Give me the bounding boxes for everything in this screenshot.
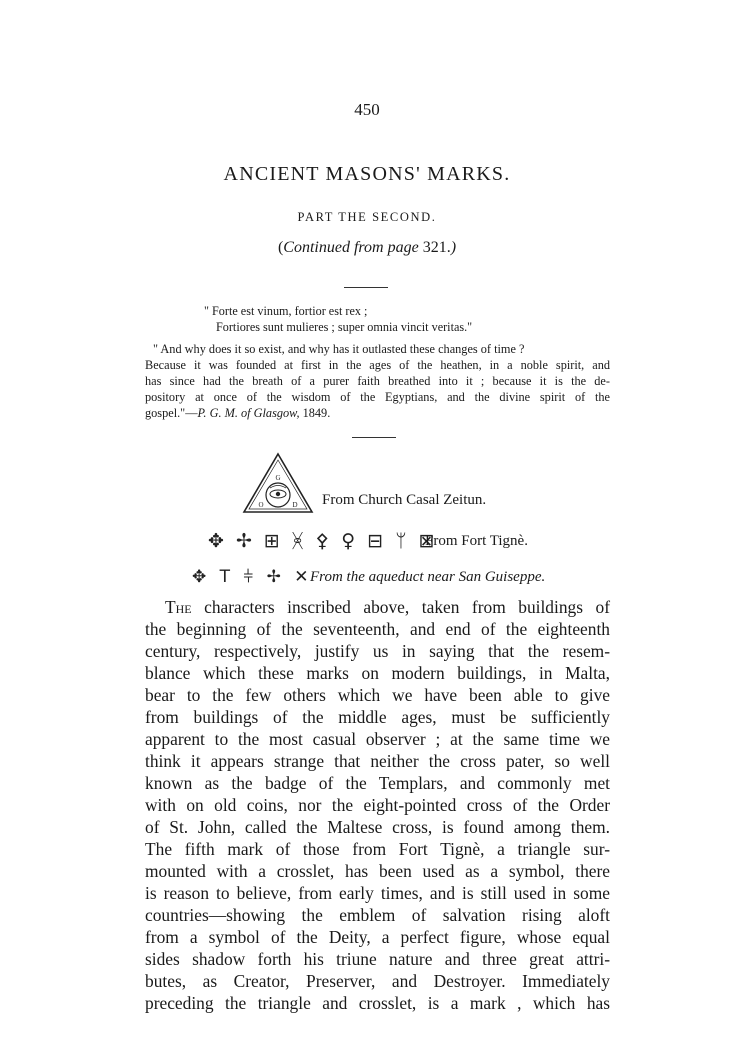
body-line-6: from buildings of the middle ages, must be sufficiently (145, 707, 610, 727)
emblem-letter-d: D (292, 501, 298, 509)
emblem-letter-g: G (275, 474, 281, 482)
epigraph-line-1: " And why does it so exist, and why has it outlasted these changes of time ? (153, 342, 525, 356)
epigraph-gospel: gospel."— (145, 406, 198, 420)
close-paren: ) (450, 239, 457, 256)
body-line-11: of St. John, called the Maltese cross, is found among them. (145, 817, 610, 837)
epigraph-line-3: has since had the breath of a purer faith breathed into it ; because it is the de- (145, 374, 610, 388)
epigraph-line-5 (145, 406, 610, 421)
triangle-eye-emblem (242, 452, 314, 514)
marks-aqueduct: ✥ T ⫩ ✢ ✕ (192, 567, 313, 587)
epigraph-author: P. G. M. of Glasgow, (197, 406, 300, 420)
caption-fort-tigne: From Fort Tignè. (425, 533, 528, 549)
divider-rule-1 (344, 287, 388, 288)
body-line-13: mounted with a crosslet, has been used as a symbol, there (145, 861, 610, 881)
open-paren: ( (277, 239, 284, 256)
body-line-5: bear to the few others which we have been able to give (145, 685, 610, 705)
body-first-line-rest: characters inscribed above, taken from buildings of (191, 597, 610, 617)
emblem-letter-o: O (258, 501, 264, 509)
article-title: ANCIENT MASONS' MARKS. (223, 163, 511, 185)
marks-fort-tigne: ✥ ✢ ⊞ ᚸ ⚴ ♀ ⊟ ᛘ ⊠ (208, 530, 438, 552)
body-line-1 (165, 597, 610, 618)
body-line-16: from a symbol of the Deity, a perfect figure, whose equal (145, 927, 610, 947)
body-line-19: preceding the triangle and crosslet, is a mark , which has (145, 993, 610, 1013)
body-line-10: with on old coins, nor the eight-pointed cross of the Order (145, 795, 610, 815)
body-line-9: known as the badge of the Templars, and commonly met (145, 773, 610, 793)
continued-text: Continued from page (283, 239, 419, 256)
continued-page: 321. (422, 239, 451, 256)
body-line-14: is reason to believe, from early times, and is still used in some (145, 883, 610, 903)
continued-note (0, 239, 734, 257)
body-line-15: countries—showing the emblem of salvation rising aloft (145, 905, 610, 925)
body-first-word: The (165, 597, 192, 617)
body-line-18: butes, as Creator, Preserver, and Destroyer. Immediately (145, 971, 610, 991)
part-title: PART THE SECOND. (297, 210, 437, 224)
emblem-caption: From Church Casal Zeitun. (322, 492, 487, 508)
body-line-17: sides shadow forth his triune nature and three great attri- (145, 949, 610, 969)
page-number: 450 (354, 100, 380, 119)
body-line-3: century, respectively, justify us in saying that the resem- (145, 641, 610, 661)
body-line-12: The fifth mark of those from Fort Tignè, a triangle sur- (145, 839, 610, 859)
epigraph-year: 1849. (299, 406, 331, 420)
epigraph-line-4: pository at once of the wisdom of the Egyptians, and the divine spirit of the (145, 390, 610, 404)
divider-rule-2 (352, 437, 396, 438)
body-line-2: the beginning of the seventeenth, and end of the eighteenth (145, 619, 610, 639)
quote-line-1: " Forte est vinum, fortior est rex ; (204, 304, 368, 318)
epigraph-line-2: Because it was founded at first in the ages of the heathen, in a noble spirit, and (145, 358, 610, 372)
body-line-7: apparent to the most casual observer ; at the same time we (145, 729, 610, 749)
body-line-4: blance which these marks on modern buildings, in Malta, (145, 663, 610, 683)
body-line-8: think it appears strange that neither the cross pater, so well (145, 751, 610, 771)
quote-line-2: Fortiores sunt mulieres ; super omnia vincit veritas." (216, 320, 473, 334)
caption-aqueduct: From the aqueduct near San Guiseppe. (310, 569, 546, 585)
